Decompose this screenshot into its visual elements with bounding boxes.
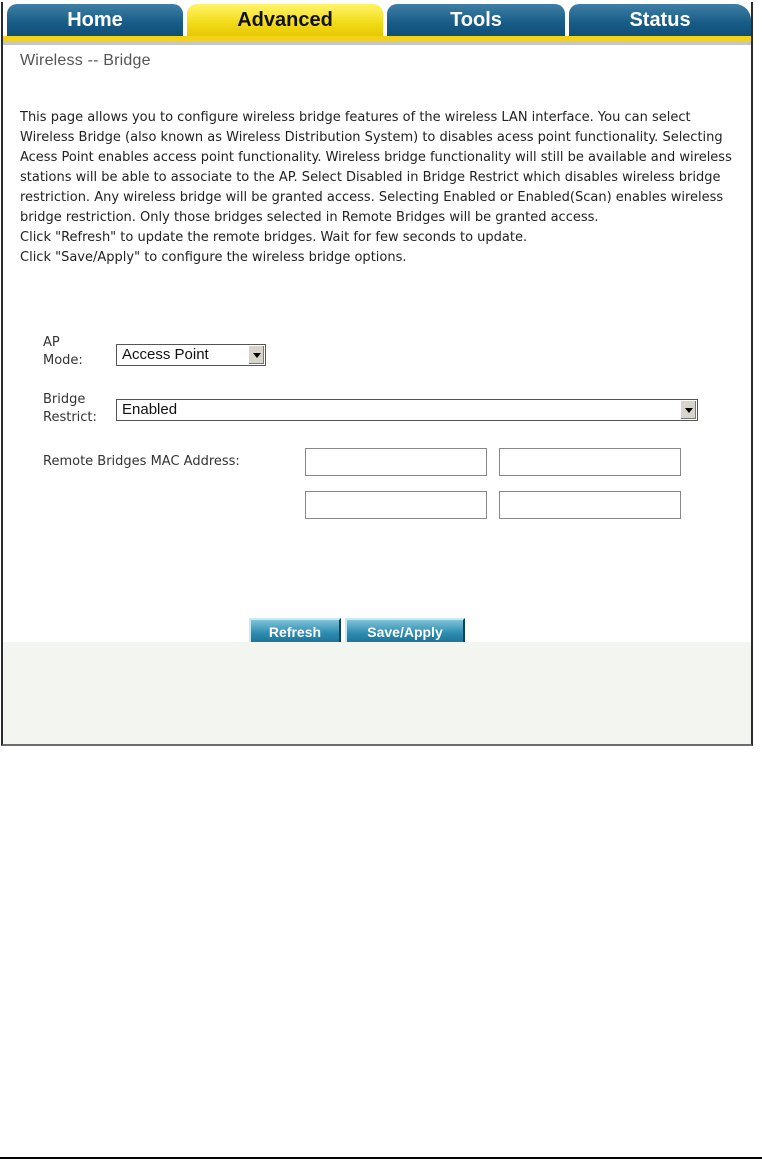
ap-mode-value: Access Point bbox=[122, 346, 209, 363]
save-hint: Click "Save/Apply" to configure the wireless bridge options. bbox=[20, 250, 407, 265]
ap-mode-label bbox=[43, 334, 83, 370]
footer-area bbox=[3, 642, 751, 744]
page-description bbox=[20, 108, 735, 268]
remote-bridge-mac-1[interactable] bbox=[305, 448, 487, 476]
remote-bridges-label: Remote Bridges MAC Address: bbox=[43, 454, 240, 469]
ap-mode-label-line2: Mode: bbox=[43, 353, 83, 368]
page-title: Wireless -- Bridge bbox=[20, 52, 151, 69]
ap-mode-select[interactable] bbox=[116, 344, 266, 366]
nav-divider bbox=[3, 42, 751, 45]
save-apply-button[interactable]: Save/Apply bbox=[345, 618, 465, 646]
chevron-down-icon[interactable] bbox=[680, 401, 696, 419]
bridge-restrict-label bbox=[43, 391, 97, 427]
page-bottom-rule bbox=[0, 1157, 762, 1159]
remote-bridge-mac-2[interactable] bbox=[499, 448, 681, 476]
ap-mode-label-line1: AP bbox=[43, 335, 60, 350]
bridge-restrict-select[interactable] bbox=[116, 399, 698, 421]
bridge-restrict-label-line2: Restrict: bbox=[43, 410, 97, 425]
refresh-hint: Click "Refresh" to update the remote bridges. Wait for few seconds to update. bbox=[20, 230, 528, 245]
refresh-button[interactable]: Refresh bbox=[249, 618, 341, 646]
top-nav bbox=[3, 2, 751, 46]
description-paragraph: This page allows you to configure wireless bridge features of the wireless LAN interface. You can select Wireless Bridge (also known as Wireless Distribution System) to disables acess point functionality. Selecting Acess Point enables access point functionality. Wireless bridge functionality will still be available and wireless stations will be able to associate to the AP. Select Disabled in Bridge Restrict which disables wireless bridge restriction. Any wireless bridge will be granted access. Selecting Enabled or Enabled(Scan) enables wireless bridge restriction. Only those bridges selected in Remote Bridges will be granted access. bbox=[20, 110, 732, 225]
router-config-panel bbox=[1, 2, 753, 746]
tab-tools[interactable]: Tools bbox=[387, 4, 565, 36]
main-content bbox=[3, 46, 751, 642]
bridge-restrict-label-line1: Bridge bbox=[43, 392, 86, 407]
chevron-down-icon[interactable] bbox=[248, 346, 264, 364]
bridge-restrict-value: Enabled bbox=[122, 401, 178, 418]
tab-advanced[interactable]: Advanced bbox=[187, 4, 383, 36]
tab-home[interactable]: Home bbox=[7, 4, 183, 36]
tab-status[interactable]: Status bbox=[569, 4, 751, 36]
remote-bridge-mac-4[interactable] bbox=[499, 491, 681, 519]
remote-bridge-mac-3[interactable] bbox=[305, 491, 487, 519]
